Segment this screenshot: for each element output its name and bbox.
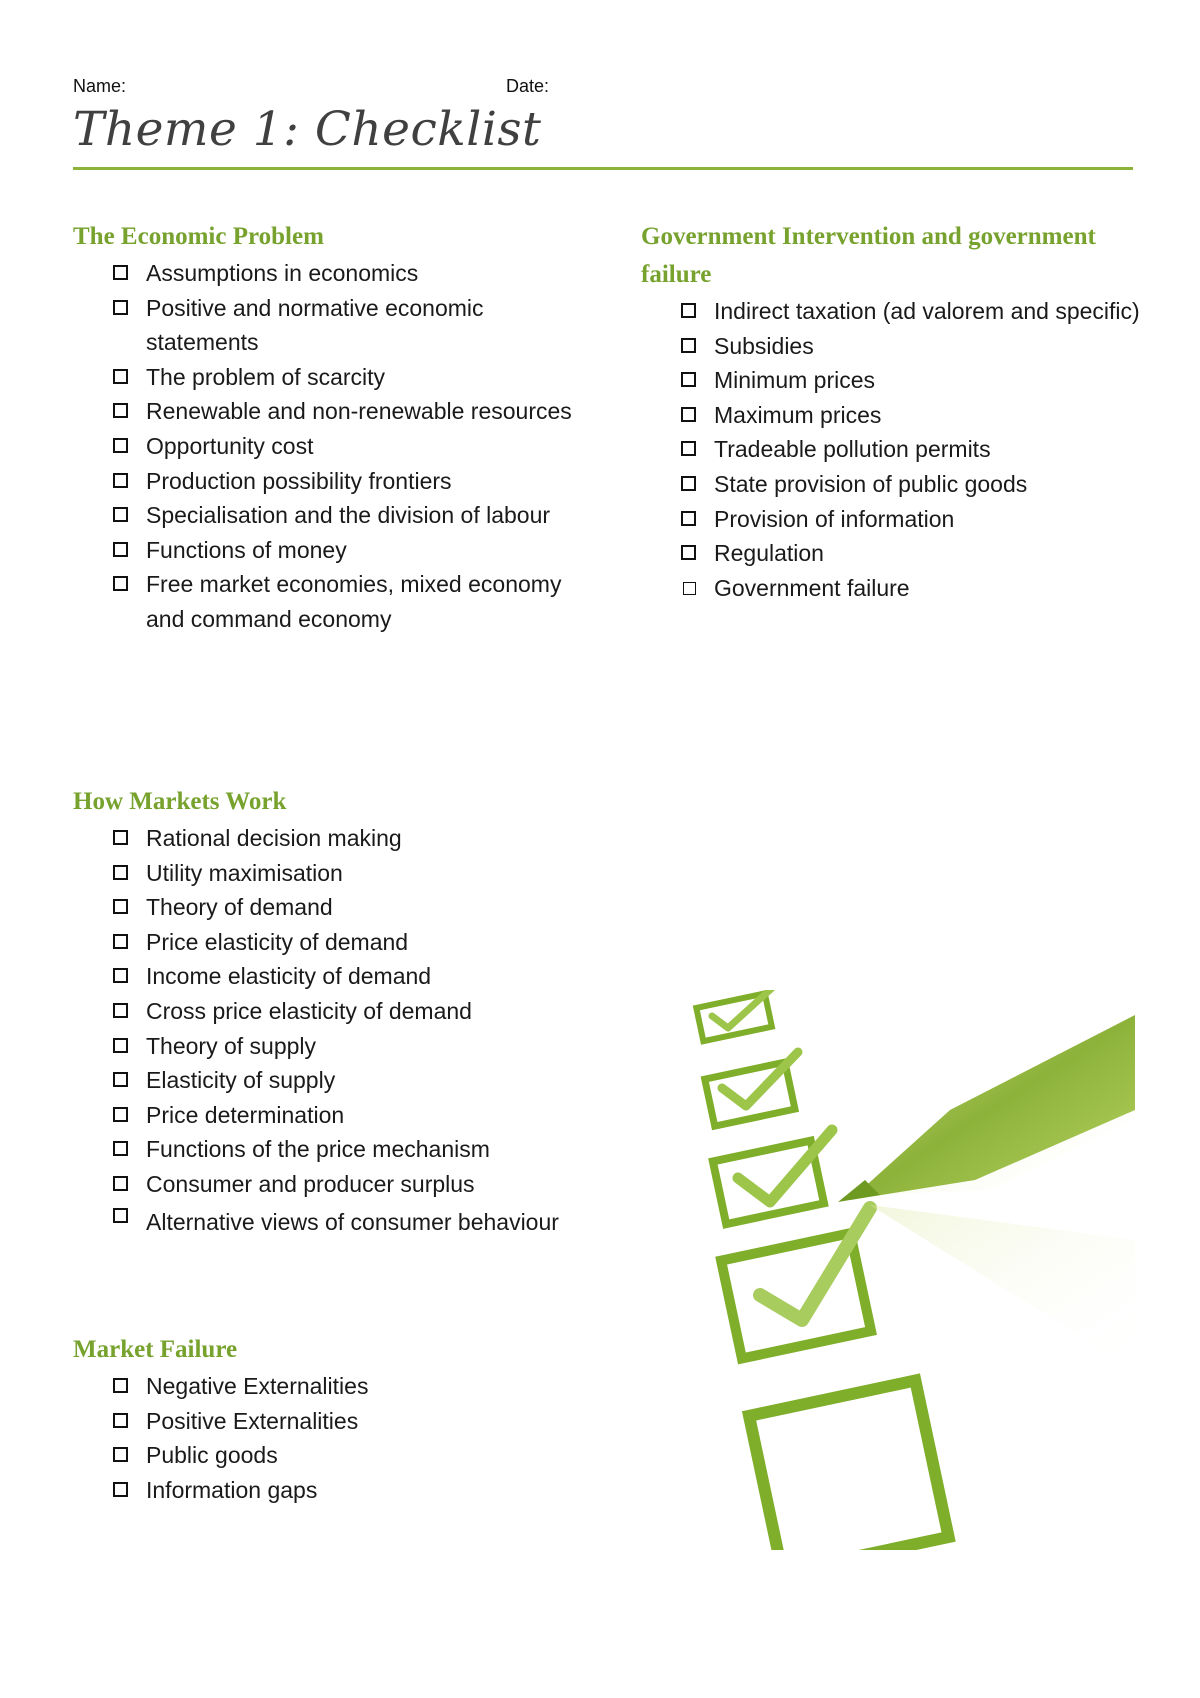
checklist-item [641,467,1141,502]
checkbox[interactable] [113,865,128,880]
checklist-item [641,571,1141,606]
check-box-5 [749,1381,949,1550]
checkbox[interactable] [113,1107,128,1122]
checklist-item-label: Production possibility frontiers [146,467,452,494]
checklist-item-label: Functions of the price mechanism [146,1136,490,1163]
checklist-item [73,1167,593,1202]
checklist-item-label: Regulation [714,540,824,567]
checklist-item [73,1473,593,1508]
page-title: Theme 1: Checklist [73,102,542,157]
checkbox[interactable] [681,303,696,318]
checklist-item [73,994,593,1029]
checklist-item-label: Public goods [146,1442,278,1469]
section-how-markets-work [73,783,593,1242]
checklist-item [73,1202,593,1242]
checklist-item-label: Income elasticity of demand [146,963,432,990]
checklist-item-label: Renewable and non-renewable resources [146,398,572,425]
checkbox[interactable] [113,968,128,983]
date-label: Date: [506,76,550,96]
checklist-item [73,567,593,636]
section-market-failure [73,1331,593,1507]
checkbox[interactable] [113,507,128,522]
checkbox[interactable] [681,476,696,491]
checklist-item [641,329,1141,364]
checklist-pen-icon [690,990,1135,1550]
pen-body [850,1015,1135,1200]
checkbox[interactable] [681,338,696,353]
section-government-intervention [641,218,1141,605]
checkbox[interactable] [113,1447,128,1462]
checklist-item [73,533,593,568]
checkbox[interactable] [113,300,128,315]
checklist-item-label: Cross price elasticity of demand [146,997,472,1024]
checklist-item-label: Price elasticity of demand [146,928,409,955]
checklist-item-label: Free market economies, mixed economy and command economy [146,571,562,632]
checklist-item [641,363,1141,398]
checklist-item [73,890,593,925]
checkbox[interactable] [113,265,128,280]
checklist-item-label: Minimum prices [714,367,876,394]
checklist-item [73,256,593,291]
checklist-item [73,1132,593,1167]
checklist-item-label: State provision of public goods [714,470,1028,497]
checkbox[interactable] [113,1176,128,1191]
checklist-item [73,1063,593,1098]
checklist-item [641,294,1141,329]
checklist-item-label: Consumer and producer surplus [146,1170,475,1197]
checkbox[interactable] [113,1072,128,1087]
pen-light-streak [870,1205,1135,1370]
checklist-item-label: Opportunity cost [146,432,314,459]
checklist-item-label: Tradeable pollution permits [714,436,991,463]
checklist-item-label: Positive Externalities [146,1407,359,1434]
checklist-item [73,1404,593,1439]
checkbox[interactable] [113,1003,128,1018]
checklist-item [73,394,593,429]
checklist-item-label: Positive and normative economic statements [146,294,484,356]
checklist-item [73,429,593,464]
checkbox[interactable] [113,438,128,453]
checklist-item-label: Provision of information [714,505,955,532]
checklist-item-label: Assumptions in economics [146,260,419,286]
checklist-item-label: Government failure [714,574,910,601]
checklist-item-label: Information gaps [146,1476,318,1503]
checklist-item [73,856,593,891]
checklist [73,1369,593,1507]
checkbox[interactable] [683,582,696,595]
checkbox[interactable] [113,899,128,914]
checklist-item [73,925,593,960]
checklist-item [641,536,1141,571]
checkbox[interactable] [113,1413,128,1428]
checkbox[interactable] [113,369,128,384]
checklist-item [73,498,593,533]
checkbox[interactable] [113,1482,128,1497]
checkbox[interactable] [113,1208,128,1223]
checklist [73,256,593,637]
checkbox[interactable] [113,830,128,845]
checklist-item [73,1029,593,1064]
checkbox[interactable] [681,372,696,387]
checklist-item-label: Alternative views of consumer behaviour [146,1208,559,1235]
checkbox[interactable] [681,441,696,456]
checklist-item [73,959,593,994]
name-label: Name: [73,76,127,96]
checkbox[interactable] [113,403,128,418]
checkbox[interactable] [113,1141,128,1156]
checklist-item-label: The problem of scarcity [146,363,386,390]
checklist-item-label: Theory of demand [146,894,333,921]
checklist-item [73,291,593,360]
checklist-item [641,398,1141,433]
section-heading: The Economic Problem [73,223,324,250]
checkbox[interactable] [681,511,696,526]
checklist-item-label: Rational decision making [146,825,402,851]
checklist [641,294,1141,605]
checklist-item-label: Maximum prices [714,401,882,428]
checklist-item-label: Negative Externalities [146,1373,369,1399]
checklist-item-label: Subsidies [714,332,814,359]
checkbox[interactable] [113,1378,128,1393]
section-economic-problem [73,218,593,637]
checklist-item-label: Specialisation and the division of labour [146,502,551,529]
checkbox[interactable] [113,934,128,949]
checklist-item-label: Elasticity of supply [146,1067,336,1094]
section-heading: Market Failure [73,1336,238,1363]
checklist-item-label: Functions of money [146,536,347,563]
checkbox[interactable] [113,473,128,488]
section-heading: How Markets Work [73,788,287,815]
checklist-item [73,360,593,395]
section-heading: Government Intervention and government failure [641,223,1096,288]
checkbox[interactable] [681,545,696,560]
checkbox[interactable] [113,576,128,591]
checklist-item [73,1438,593,1473]
checklist-item [73,821,593,856]
checkbox[interactable] [113,1038,128,1053]
checklist-item [73,1098,593,1133]
checklist-item-label: Indirect taxation (ad valorem and specific) [714,298,1140,324]
checkbox[interactable] [681,407,696,422]
checklist [73,821,593,1242]
checklist-item [641,502,1141,537]
title-divider [73,167,1133,170]
checklist-item-label: Theory of supply [146,1032,317,1059]
checkbox[interactable] [113,542,128,557]
checklist-item [73,1369,593,1404]
checklist-item-label: Price determination [146,1101,345,1128]
checklist-item [641,432,1141,467]
checklist-item-label: Utility maximisation [146,859,343,886]
checklist-item [73,464,593,499]
